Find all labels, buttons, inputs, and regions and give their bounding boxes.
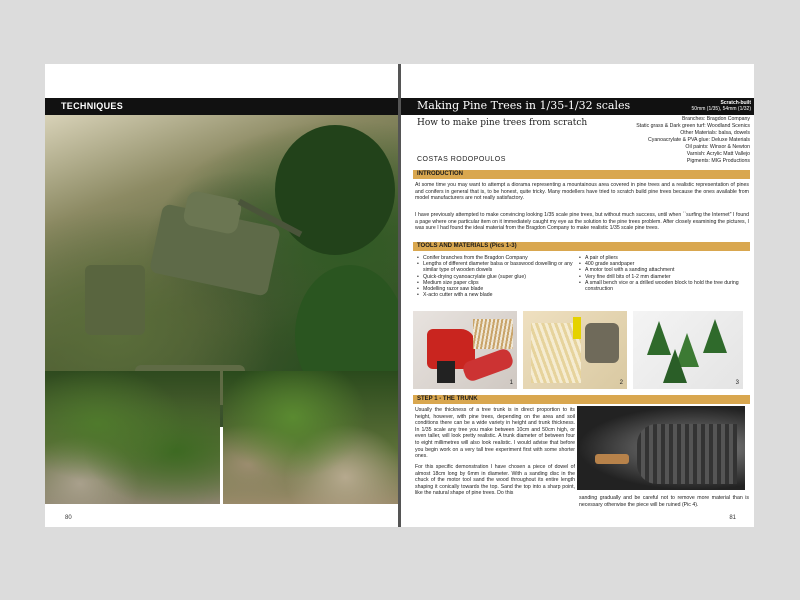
list-item: • A motor tool with a sanding attachment — [579, 267, 747, 273]
page-number: 80 — [65, 515, 72, 521]
drill-chuck-photo — [577, 406, 745, 490]
list-item: • X-acto cutter with a new blade — [417, 292, 575, 298]
list-item: • 400 grade sandpaper — [579, 261, 747, 267]
materials-item: Varnish: Acrylic Matt Vallejo — [686, 151, 750, 157]
materials-item: Other Materials: balsa, dowels — [680, 130, 750, 136]
list-item: • Quick-drying cyanoacrylate glue (super glue) — [417, 274, 575, 280]
materials-item: Branches: Bragdon Company — [681, 116, 750, 122]
branch-sample — [703, 319, 727, 353]
tools-photo-3 — [633, 311, 743, 389]
list-item: • A pair of pliers — [579, 255, 747, 261]
author-name: COSTAS RODOPOULOS — [417, 156, 506, 163]
photo-number: 3 — [735, 380, 739, 386]
list-item: • A small bench vice or a drilled wooden block to hold the tree during construction — [579, 280, 747, 292]
article-subtitle: How to make pine trees from scratch — [417, 118, 588, 128]
section-header — [45, 98, 398, 115]
tools-photo-1 — [413, 311, 517, 389]
dowel-piece-shape — [595, 454, 629, 464]
truck-model — [85, 265, 145, 335]
drill-handle-shape — [437, 361, 455, 383]
scale-note-label: Scratch-built — [720, 100, 751, 106]
pine-foliage — [275, 125, 395, 255]
section-label: TECHNIQUES — [61, 101, 124, 111]
introduction-paragraph: At some time you may want to attempt a diorama representing a mountainous area covered in pine trees and a realistic representation of pines and conifers in general that is, to be honest, quite tricky. Many modellers have tried to scratch build pine trees because the ones available from model manufacturers are not really satisfactory. — [415, 182, 749, 202]
tools-list-left — [417, 255, 575, 298]
turf-bag-shape — [585, 323, 619, 363]
step1-heading-bar — [413, 395, 750, 404]
photo-number: 2 — [619, 380, 623, 386]
pine-closeup-photo-left — [45, 371, 220, 504]
materials-list — [636, 116, 750, 165]
materials-item: Pigments: MIG Productions — [686, 158, 750, 164]
dowels-shape — [473, 319, 513, 349]
materials-item: Cyanoacrylate & PVA glue: Deluxe Materials — [648, 137, 750, 143]
introduction-paragraph: I have previously attempted to make convincing looking 1/35 scale pine trees, but without much success, until when ``surfing the Internet'' I found a page where one particular item on it immediately caught my eye as the solution to the pine trees problem. After closely examining the pictures, I was sure I had found the ideal material from the Bragdon Company to make realistic 1/35 scale pine trees. — [415, 212, 749, 232]
tools-heading-bar — [413, 242, 750, 251]
list-item: • Lengths of different diameter balsa or basswood dowelling or any similar type of wooden dowels — [417, 261, 575, 273]
pine-closeup-photo-right — [223, 371, 398, 504]
scale-note-scales: 50mm (1/35), 54mm (1/32) — [691, 106, 751, 112]
photo-number: 1 — [509, 380, 513, 386]
list-item: • Modelling razor saw blade — [417, 286, 575, 292]
list-item: • Medium size paper clips — [417, 280, 575, 286]
scale-note — [692, 100, 751, 112]
left-page — [45, 64, 398, 527]
drill-chuck-shape — [637, 424, 737, 484]
step1-paragraph: For this specific demonstration I have chosen a piece of dowel of almost 18cm long by 6mm in diameter. With a sanding disc in the chuck of the motor tool sand the wood throughout its entire length shaping it conically towards the top. Sand the top into a sharp point, like the natural shape of pine trees. Do this — [415, 464, 575, 497]
glue-bottle-shape — [573, 317, 581, 339]
article-title: Making Pine Trees in 1/35-1/32 scales — [417, 99, 631, 112]
introduction-heading: INTRODUCTION — [417, 171, 463, 177]
introduction-heading-bar — [413, 170, 750, 179]
tools-heading: TOOLS AND MATERIALS (Pics 1-3) — [417, 243, 517, 249]
tools-photo-2 — [523, 311, 627, 389]
step1-paragraph: sanding gradually and be careful not to remove more material than is necessary otherwise the piece will be ruined (Pic 4). — [579, 495, 749, 508]
list-item: • Conifer branches from the Bragdon Company — [417, 255, 575, 261]
tools-list-right — [579, 255, 747, 292]
materials-item: Oil paints: Winsor & Newton — [685, 144, 750, 150]
right-page — [401, 64, 754, 527]
list-item: • Very fine drill bits of 1-2 mm diameter — [579, 274, 747, 280]
materials-item: Static grass & Dark green turf: Woodland Scenics — [636, 123, 750, 129]
article-header — [401, 98, 754, 115]
branch-sample — [663, 349, 687, 383]
step1-heading: STEP 1 - THE TRUNK — [417, 396, 478, 402]
step1-paragraph: Usually the thickness of a tree trunk is in direct proportion to its height, however, with pine trees, depending on the area and soil conditions there can be a wide variety in height and trunk thickness. In 1/35 scale any tree you make between 10cm and 50cm high, or even taller, will look pretty realistic. A trunk diameter of between four to eight millimetres will also look realistic. I would advise that before you begin work on a very tall tree experiment first with some shorter ones. — [415, 407, 575, 460]
page-number: 81 — [729, 515, 736, 521]
